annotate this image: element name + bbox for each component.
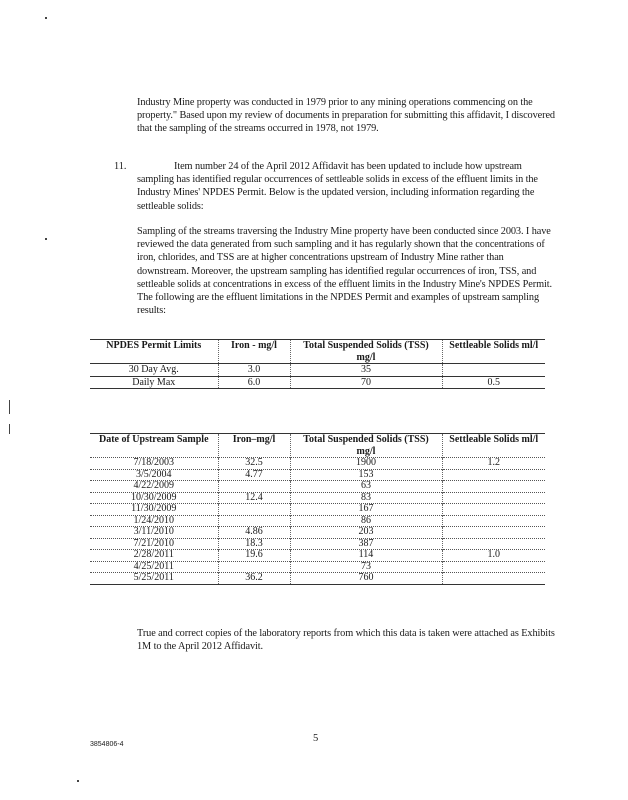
permit-limits-table bbox=[90, 339, 545, 389]
table-cell: 6.0 bbox=[218, 376, 290, 389]
col-header: NPDES Permit Limits bbox=[90, 340, 218, 364]
table-cell: 3.0 bbox=[218, 364, 290, 377]
table-cell: 12.4 bbox=[218, 492, 290, 504]
table-cell: Daily Max bbox=[90, 376, 218, 389]
table-row bbox=[90, 573, 545, 585]
table-header-row bbox=[90, 340, 545, 364]
table-row bbox=[90, 469, 545, 481]
table-cell: 36.2 bbox=[218, 573, 290, 585]
table-cell: 3/5/2004 bbox=[90, 469, 218, 481]
table-cell: 5/25/2011 bbox=[90, 573, 218, 585]
table-cell bbox=[442, 469, 545, 481]
table-header-row bbox=[90, 434, 545, 458]
col-header: Date of Upstream Sample bbox=[90, 434, 218, 458]
table-cell: 0.5 bbox=[442, 376, 545, 389]
item-number: 11. bbox=[114, 161, 127, 172]
table-row bbox=[90, 550, 545, 562]
table-cell bbox=[442, 573, 545, 585]
table-row bbox=[90, 481, 545, 493]
table-cell: 35 bbox=[290, 364, 442, 377]
table-row bbox=[90, 458, 545, 470]
exhibits-paragraph: True and correct copies of the laboratory reports from which this data is taken were attached as Exhibits 1M to the April 2012 Affidavit. bbox=[137, 628, 555, 653]
table-row bbox=[90, 376, 545, 389]
table-cell bbox=[442, 527, 545, 539]
col-header: Settleable Solids ml/l bbox=[442, 434, 545, 458]
table-cell: 73 bbox=[290, 561, 442, 573]
table-cell: 1.0 bbox=[442, 550, 545, 562]
table-cell bbox=[442, 481, 545, 493]
table-cell: 86 bbox=[290, 515, 442, 527]
quoted-paragraph: Sampling of the streams traversing the Industry Mine property have been conducted since 2003. I have reviewed the data generated from such sampling and it has regularly shown that the concentrations of iron, chlorides, and TSS are at higher concentrations upstream of Industry Mine rather than downstream. Moreover, the upstream sampling has identified regular occurrences of iron, TSS, and settleable solids at concentrations in excess of the effluent limits in the Industry Mine's NPDES Permit. The following are the effluent limitations in the NPDES Permit and examples of upstream sampling results: bbox=[137, 226, 552, 317]
upstream-sampling-table bbox=[90, 433, 545, 585]
table-cell bbox=[218, 561, 290, 573]
table-row bbox=[90, 538, 545, 550]
table-cell: 114 bbox=[290, 550, 442, 562]
col-header: Iron–mg/l bbox=[218, 434, 290, 458]
table-cell: 63 bbox=[290, 481, 442, 493]
table-row bbox=[90, 515, 545, 527]
table-cell: 4.77 bbox=[218, 469, 290, 481]
table-cell: 1900 bbox=[290, 458, 442, 470]
col-header: Total Suspended Solids (TSS) mg/l bbox=[290, 340, 442, 364]
table-cell bbox=[442, 538, 545, 550]
table-cell: 2/28/2011 bbox=[90, 550, 218, 562]
table-row bbox=[90, 561, 545, 573]
table-cell: 32.5 bbox=[218, 458, 290, 470]
table-cell: 4/22/2009 bbox=[90, 481, 218, 493]
scan-speck bbox=[45, 238, 47, 240]
table-row bbox=[90, 364, 545, 377]
table-row bbox=[90, 504, 545, 516]
table-cell: 18.3 bbox=[218, 538, 290, 550]
table-cell: 10/30/2009 bbox=[90, 492, 218, 504]
table-cell: 11/30/2009 bbox=[90, 504, 218, 516]
continuation-paragraph: Industry Mine property was conducted in 1979 prior to any mining operations commencing on the property." Based upon my review of documents in preparation for submitting this affidavit, I discovered that the sampling of the streams occurred in 1978, not 1979. bbox=[137, 97, 555, 135]
table-cell: 7/21/2010 bbox=[90, 538, 218, 550]
scan-speck bbox=[77, 780, 79, 782]
document-code: 3854806-4 bbox=[90, 741, 124, 748]
table-cell: 387 bbox=[290, 538, 442, 550]
table-cell bbox=[442, 515, 545, 527]
table-cell: 1/24/2010 bbox=[90, 515, 218, 527]
table-cell: 1.2 bbox=[442, 458, 545, 470]
table-cell bbox=[218, 481, 290, 493]
col-header: Iron - mg/l bbox=[218, 340, 290, 364]
table-cell bbox=[218, 504, 290, 516]
table-cell: 4/25/2011 bbox=[90, 561, 218, 573]
page-number: 5 bbox=[313, 733, 319, 744]
scan-speck bbox=[9, 424, 10, 434]
scan-speck bbox=[9, 400, 10, 414]
table-cell bbox=[442, 492, 545, 504]
table-cell bbox=[442, 364, 545, 377]
table-cell: 7/18/2003 bbox=[90, 458, 218, 470]
table-cell: 30 Day Avg. bbox=[90, 364, 218, 377]
table-cell: 3/11/2010 bbox=[90, 527, 218, 539]
col-header: Settleable Solids ml/l bbox=[442, 340, 545, 364]
table-cell: 760 bbox=[290, 573, 442, 585]
table-cell bbox=[442, 504, 545, 516]
scan-speck bbox=[45, 17, 47, 19]
table-cell: 19.6 bbox=[218, 550, 290, 562]
table-cell: 70 bbox=[290, 376, 442, 389]
table-cell: 153 bbox=[290, 469, 442, 481]
table-cell bbox=[442, 561, 545, 573]
col-header: Total Suspended Solids (TSS) mg/l bbox=[290, 434, 442, 458]
table-cell: 167 bbox=[290, 504, 442, 516]
table-cell: 4.86 bbox=[218, 527, 290, 539]
table-cell: 203 bbox=[290, 527, 442, 539]
table-row bbox=[90, 527, 545, 539]
table-cell: 83 bbox=[290, 492, 442, 504]
table-cell bbox=[218, 515, 290, 527]
item-11-paragraph: Item number 24 of the April 2012 Affidavit has been updated to include how upstream sampling has identified regular occurrences of settleable solids in excess of the effluent limits in the Industry Mines' NPDES Permit. Below is the updated version, including information regarding the settleable solids: bbox=[137, 161, 538, 212]
table-row bbox=[90, 492, 545, 504]
